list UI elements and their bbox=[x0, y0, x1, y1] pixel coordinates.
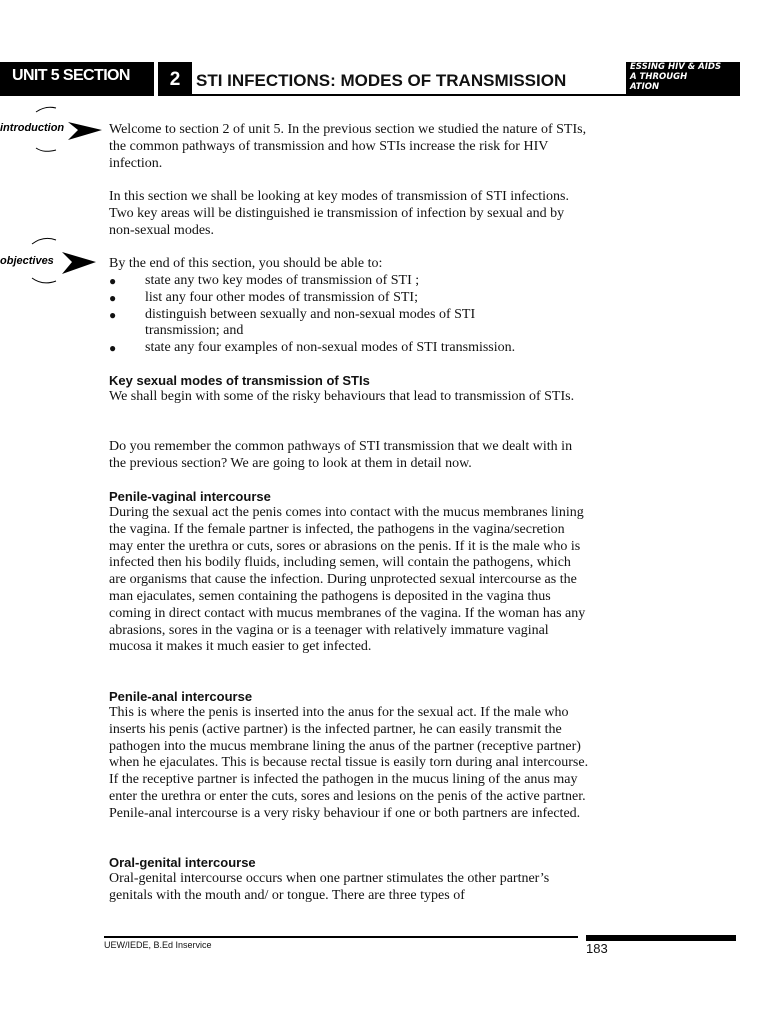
series-line-1: ESSING HIV & AIDS bbox=[630, 62, 722, 72]
bullet-icon: ● bbox=[109, 290, 117, 305]
series-line-2: A THROUGH bbox=[630, 72, 688, 82]
oral-genital-paragraph: Oral-genital intercourse occurs when one partner stimulates the other partner’s genitals with the mouth and/ or tongue. There are three types of bbox=[109, 871, 550, 903]
footer-source: UEW/IEDE, B.Ed Inservice bbox=[104, 940, 212, 950]
introduction-label: introduction bbox=[0, 122, 65, 134]
introduction-icon bbox=[0, 104, 104, 154]
series-banner bbox=[626, 62, 740, 96]
title-underline bbox=[192, 94, 626, 96]
section-number: 2 bbox=[158, 62, 192, 96]
bullet-icon: ● bbox=[109, 274, 117, 288]
objectives-list bbox=[109, 273, 589, 357]
bullet-icon: ● bbox=[109, 341, 117, 356]
heading-penile-anal: Penile-anal intercourse bbox=[109, 689, 253, 704]
unit-label: UNIT 5 SECTION bbox=[12, 67, 130, 84]
bullet-icon: ● bbox=[109, 307, 117, 322]
key-modes-paragraph-1: We shall begin with some of the risky behaviours that lead to transmission of STIs. bbox=[109, 389, 575, 404]
objectives-icon bbox=[0, 236, 104, 286]
intro-paragraph-2: In this section we shall be looking at key modes of transmission of STI infections. Two key areas will be distinguished ie transmission of infection by sexual and by non-sexual modes. bbox=[109, 189, 569, 238]
list-item: ● list any four other modes of transmission of STI; bbox=[109, 289, 418, 305]
intro-paragraph-1: Welcome to section 2 of unit 5. In the previous section we studied the nature of STIs, the common pathways of transmission and how STIs increase the risk for HIV infection. bbox=[109, 122, 587, 171]
objectives-intro: By the end of this section, you should be able to: bbox=[109, 256, 383, 271]
key-modes-paragraph-2: Do you remember the common pathways of STI transmission that we dealt with in the previous section? We are going to look at them in detail now. bbox=[109, 439, 573, 471]
footer-rule-thick bbox=[586, 935, 736, 941]
unit-label-box bbox=[0, 62, 150, 96]
page-number: 183 bbox=[586, 941, 608, 956]
heading-penile-vaginal: Penile-vaginal intercourse bbox=[109, 489, 271, 504]
list-item: ● state any two key modes of transmission of STI ; bbox=[109, 273, 420, 288]
objectives-label: objectives bbox=[0, 255, 54, 267]
list-item: ● distinguish between sexually and non-sexual modes of STI transmission; and bbox=[109, 306, 476, 339]
footer-rule bbox=[104, 936, 578, 938]
heading-oral-genital: Oral-genital intercourse bbox=[109, 855, 256, 870]
list-item: ● state any four examples of non-sexual modes of STI transmission. bbox=[109, 340, 516, 356]
penile-anal-paragraph: This is where the penis is inserted into the anus for the sexual act. If the male who inserts his penis (active partner) is the infected partner, he can easily transmit the pathogen into the mucus membrane lining the anus of the partner (receptive partner) when he ejaculates. This is because rectal tissue is easily torn during anal intercourse. If the receptive partner is infected the pathogen in the mucus lining of the anus may enter the urethra or enter the cuts, sores and lesions on the penis of the active partner. Penile-anal intercourse is a very risky behaviour if one or both partners are infected. bbox=[109, 705, 589, 821]
series-line-3: ATION bbox=[630, 82, 660, 92]
section-title: STI INFECTIONS: MODES OF TRANSMISSION bbox=[196, 71, 567, 90]
penile-vaginal-paragraph: During the sexual act the penis comes into contact with the mucus membranes lining the vagina. If the female partner is infected, the pathogens in the vagina/secretion may enter the urethra or cuts, sores or abrasions on the penis. If it is the male who is infected then his bodily fluids, including semen, will contain the pathogens, which are organisms that cause the infection. During unprotected sexual intercourse as the man ejaculates, semen containing the pathogens is deposited in the vagina thus coming in direct contact with mucus membranes of the vagina. If the woman has any abrasions, sores in the vagina or is a teenager with relatively immature vaginal mucosa it makes it much easier to get infected. bbox=[109, 505, 586, 655]
heading-key-modes: Key sexual modes of transmission of STIs bbox=[109, 373, 370, 388]
